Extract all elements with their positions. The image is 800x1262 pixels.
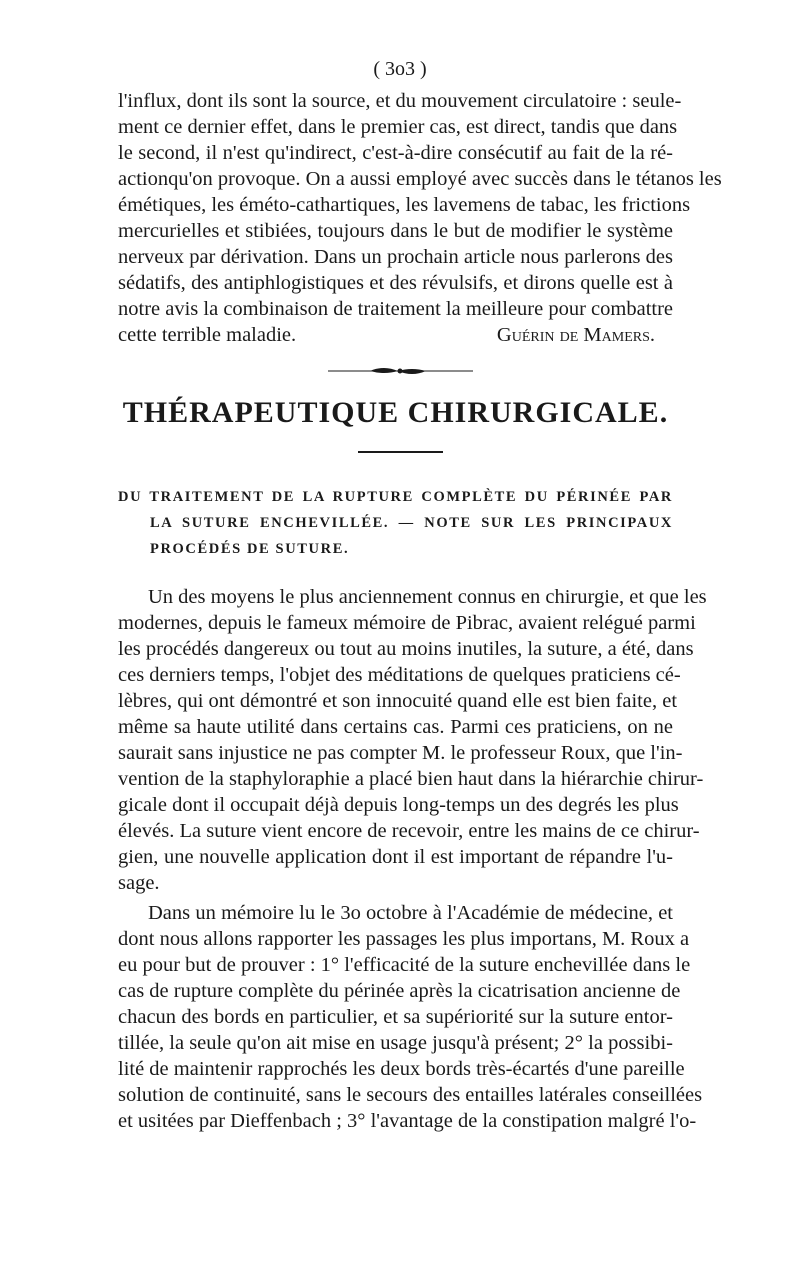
closing-line [118, 322, 673, 348]
text-line: sédatifs, des antiphlogistiques et des révulsifs, et dirons quelle est à [118, 272, 673, 294]
text-line: gicale dont il occupait déjà depuis long-temps un des degrés les plus [118, 794, 679, 816]
text-line: élevés. La suture vient encore de recevoir, entre les mains de ce chirur- [118, 820, 700, 842]
text-line: lité de maintenir rapprochés les deux bords très-écartés d'une pareille [118, 1058, 685, 1080]
text-line: lèbres, qui ont démontré et son innocuité quand elle est bien faite, et [118, 690, 678, 712]
text-line: actionqu'on provoque. On a aussi employé avec succès dans le tétanos les [118, 168, 722, 190]
page-number: ( 3o3 ) [373, 58, 427, 80]
section-heading: THÉRAPEUTIQUE CHIRURGICALE. [122, 396, 669, 429]
text-line: cas de rupture complète du périnée après la cicatrisation ancienne de [118, 980, 681, 1002]
subheading-line: DU TRAITEMENT DE LA RUPTURE COMPLÈTE DU PÉRINÉE PAR [118, 489, 673, 505]
text-line: modernes, depuis le fameux mémoire de Pibrac, avaient relégué parmi [118, 612, 696, 634]
text-line: et usitées par Dieffenbach ; 3° l'avantage de la constipation malgré l'o- [118, 1110, 697, 1132]
text-line: solution de continuité, sans le secours des entailles latérales conseillées [118, 1084, 703, 1106]
text-line: tillée, la seule qu'on ait mise en usage jusqu'à présent; 2° la possibi- [118, 1032, 673, 1054]
text-line: dont nous allons rapporter les passages les plus importans, M. Roux a [118, 928, 690, 950]
text-line: chacun des bords en particulier, et sa supériorité sur la suture entor- [118, 1006, 673, 1028]
ornament-divider [328, 365, 473, 377]
text-line: vention de la staphyloraphie a placé bien haut dans la hiérarchie chirur- [118, 768, 704, 790]
text-line: les procédés dangereux ou tout au moins inutiles, la suture, a été, dans [118, 638, 694, 660]
text-line: notre avis la combinaison de traitement la meilleure pour combattre [118, 298, 674, 320]
text-line: eu pour but de prouver : 1° l'efficacité de la suture enchevillée dans le [118, 954, 691, 976]
text-line: même sa haute utilité dans certains cas. Parmi ces praticiens, on ne [118, 716, 673, 738]
text-line: Dans un mémoire lu le 3o octobre à l'Académie de médecine, et [148, 902, 673, 924]
text-line: nerveux par dérivation. Dans un prochain article nous parlerons des [118, 246, 673, 268]
text-line: mercurielles et stibiées, toujours dans le but de modifier le système [118, 220, 673, 242]
text-line: ment ce dernier effet, dans le premier cas, est direct, tandis que dans [118, 116, 678, 138]
heading-rule [358, 451, 443, 453]
text-line: sage. [118, 872, 160, 894]
subheading-line: LA SUTURE ENCHEVILLÉE. — NOTE SUR LES PRINCIPAUX [150, 515, 673, 531]
text-line: Un des moyens le plus anciennement connus en chirurgie, et que les [148, 586, 707, 608]
text-line: ces derniers temps, l'objet des méditations de quelques praticiens cé- [118, 664, 681, 686]
text-line: gien, une nouvelle application dont il est important de répandre l'u- [118, 846, 673, 868]
text-line: le second, il n'est qu'indirect, c'est-à-dire consécutif au fait de la ré- [118, 142, 673, 164]
text-line: émétiques, les éméto-cathartiques, les lavemens de tabac, les frictions [118, 194, 691, 216]
closing-text: cette terrible maladie. [118, 324, 297, 346]
author-signature: Guérin de Mamers. [496, 324, 655, 346]
text-line: l'influx, dont ils sont la source, et du mouvement circulatoire : seule- [118, 90, 682, 112]
text-line: saurait sans injustice ne pas compter M. le professeur Roux, que l'in- [118, 742, 683, 764]
subheading-line: PROCÉDÉS DE SUTURE. [150, 541, 350, 557]
